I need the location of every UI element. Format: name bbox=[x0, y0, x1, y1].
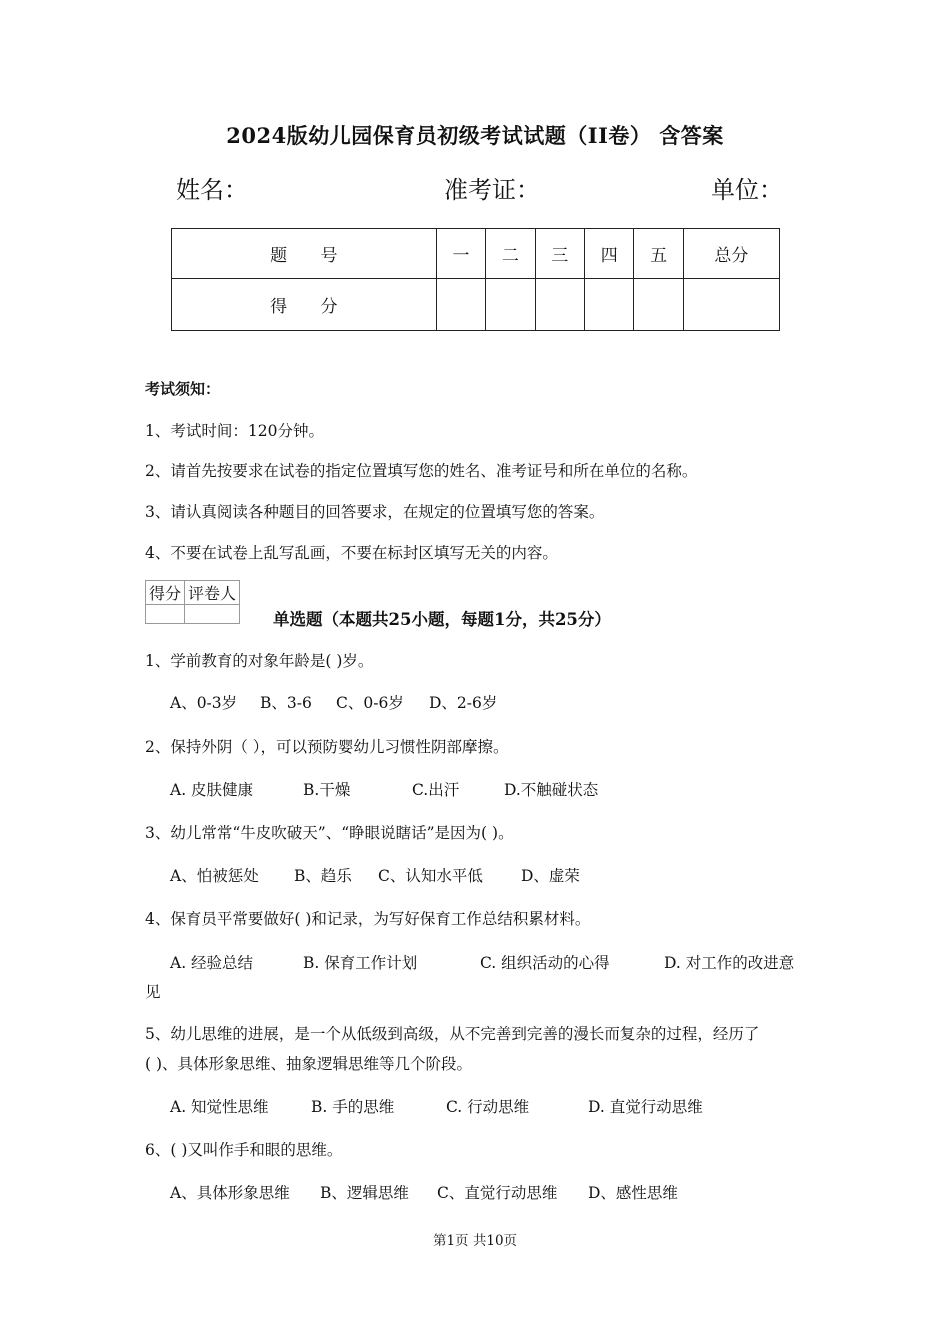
question-option[interactable]: C. 组织活动的心得 bbox=[480, 954, 610, 972]
score-header-cell: 一 bbox=[436, 229, 485, 279]
score-table bbox=[171, 228, 780, 331]
unit-label: 单位： bbox=[711, 176, 783, 204]
notice-item: 2、请首先按要求在试卷的指定位置填写您的姓名、准考证号和所在单位的名称。 bbox=[145, 462, 698, 480]
question-option[interactable]: B、逻辑思维 bbox=[320, 1184, 409, 1202]
grader-name-label: 评卷人 bbox=[185, 581, 240, 605]
question-stem-continued: ( )、具体形象思维、抽象逻辑思维等几个阶段。 bbox=[145, 1055, 473, 1073]
question-option[interactable]: C.出汗 bbox=[412, 781, 460, 799]
page-title: 2024版幼儿园保育员初级考试试题（II卷） 含答案 bbox=[226, 123, 724, 148]
score-cell[interactable] bbox=[486, 279, 535, 331]
question-option[interactable]: D.不触碰状态 bbox=[504, 781, 599, 799]
question-stem: 1、学前教育的对象年龄是( )岁。 bbox=[145, 652, 374, 670]
question-option[interactable]: D. 直觉行动思维 bbox=[588, 1098, 703, 1116]
question-option[interactable]: B.干燥 bbox=[303, 781, 351, 799]
notice-heading: 考试须知： bbox=[145, 380, 221, 398]
score-header-cell: 五 bbox=[634, 229, 683, 279]
notice-item: 3、请认真阅读各种题目的回答要求，在规定的位置填写您的答案。 bbox=[145, 503, 605, 521]
question-option[interactable]: A. 知觉性思维 bbox=[170, 1098, 269, 1116]
score-header-cell: 题 号 bbox=[172, 229, 437, 279]
score-header-cell: 二 bbox=[486, 229, 535, 279]
question-stem: 4、保育员平常要做好( )和记录，为写好保育工作总结积累材料。 bbox=[145, 910, 591, 928]
score-cell[interactable] bbox=[535, 279, 584, 331]
notice-item: 4、不要在试卷上乱写乱画，不要在标封区填写无关的内容。 bbox=[145, 544, 558, 562]
question-option[interactable]: B、趋乐 bbox=[294, 867, 352, 885]
question-stem: 6、( )又叫作手和眼的思维。 bbox=[145, 1141, 343, 1159]
question-option[interactable]: C、0-6岁 bbox=[336, 694, 404, 712]
question-stem: 5、幼儿思维的进展，是一个从低级到高级，从不完善到完善的漫长而复杂的过程，经历了 bbox=[145, 1025, 760, 1043]
score-cell[interactable] bbox=[634, 279, 683, 331]
question-option[interactable]: D、2-6岁 bbox=[429, 694, 498, 712]
score-cell[interactable] bbox=[436, 279, 485, 331]
score-header-cell: 总分 bbox=[683, 229, 779, 279]
question-option[interactable]: B. 手的思维 bbox=[311, 1098, 395, 1116]
question-stem: 3、幼儿常常“牛皮吹破天”、“睁眼说瞎话”是因为( )。 bbox=[145, 824, 514, 842]
score-table-score-row bbox=[172, 279, 780, 331]
question-option[interactable]: A. 皮肤健康 bbox=[170, 781, 254, 799]
question-option[interactable]: B、3-6 bbox=[260, 694, 312, 712]
grader-score-cell[interactable] bbox=[146, 605, 185, 624]
question-option[interactable]: C. 行动思维 bbox=[446, 1098, 530, 1116]
score-cell[interactable] bbox=[585, 279, 634, 331]
score-table-header-row bbox=[172, 229, 780, 279]
notice-item: 1、考试时间：120分钟。 bbox=[145, 422, 324, 440]
question-option[interactable]: C、认知水平低 bbox=[378, 867, 483, 885]
question-stem: 2、保持外阴（ ），可以预防婴幼儿习惯性阴部摩擦。 bbox=[145, 738, 509, 756]
question-option[interactable]: A. 经验总结 bbox=[170, 954, 254, 972]
page-number: 第1页 共10页 bbox=[432, 1233, 518, 1249]
question-option[interactable]: D、感性思维 bbox=[588, 1184, 678, 1202]
question-option[interactable]: A、0-3岁 bbox=[170, 694, 238, 712]
grader-score-label: 得分 bbox=[146, 581, 185, 605]
name-label: 姓名： bbox=[176, 176, 248, 204]
question-option[interactable]: A、怕被惩处 bbox=[170, 867, 259, 885]
score-row-label: 得 分 bbox=[172, 279, 437, 331]
score-header-cell: 三 bbox=[535, 229, 584, 279]
score-cell[interactable] bbox=[683, 279, 779, 331]
grader-box bbox=[145, 580, 240, 624]
question-option[interactable]: A、具体形象思维 bbox=[170, 1184, 290, 1202]
grader-name-cell[interactable] bbox=[185, 605, 240, 624]
score-header-cell: 四 bbox=[585, 229, 634, 279]
question-option[interactable]: B. 保育工作计划 bbox=[303, 954, 418, 972]
question-option[interactable]: D. 对工作的改进意 bbox=[664, 954, 795, 972]
question-option-wrap: 见 bbox=[145, 983, 161, 1001]
question-option[interactable]: D、虚荣 bbox=[521, 867, 580, 885]
question-option[interactable]: C、直觉行动思维 bbox=[437, 1184, 558, 1202]
section-heading: 单选题（本题共25小题，每题1分，共25分） bbox=[273, 610, 611, 629]
exam-id-label: 准考证： bbox=[444, 176, 540, 204]
